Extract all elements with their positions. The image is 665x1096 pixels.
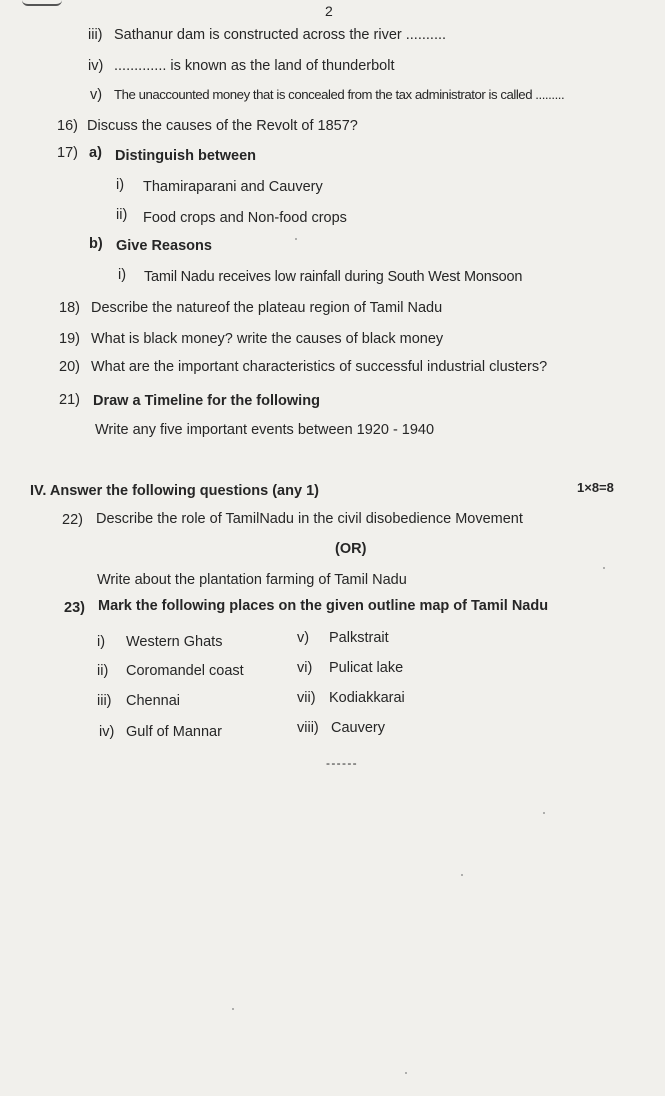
place-number: vii) xyxy=(297,690,316,706)
item-text: Tamil Nadu receives low rainfall during South West Monsoon xyxy=(144,269,523,285)
question-number: 23) xyxy=(64,600,85,616)
question-number: 19) xyxy=(59,331,80,347)
place-number: vi) xyxy=(297,660,313,676)
question-number: 18) xyxy=(59,300,80,316)
place-number: i) xyxy=(97,634,106,650)
question-title: Draw a Timeline for the following xyxy=(93,393,320,409)
place-name: Kodiakkarai xyxy=(329,690,405,706)
place-number: ii) xyxy=(97,663,109,679)
question-title: Mark the following places on the given outline map of Tamil Nadu xyxy=(98,598,549,614)
place-name: Pulicat lake xyxy=(329,660,404,676)
place-name: Palkstrait xyxy=(329,630,389,646)
place-name: Cauvery xyxy=(331,720,385,736)
top-edge-scratch xyxy=(22,0,62,6)
fill-up-text: Sathanur dam is constructed across the river .......... xyxy=(114,27,447,43)
or-separator: (OR) xyxy=(335,541,367,557)
question-number: 17) xyxy=(57,145,78,161)
question-text: Discuss the causes of the Revolt of 1857? xyxy=(87,118,358,134)
place-name: Gulf of Mannar xyxy=(126,724,222,740)
section-marks: 1×8=8 xyxy=(577,480,614,495)
question-number: 22) xyxy=(62,512,83,528)
place-name: Coromandel coast xyxy=(126,663,244,679)
question-text: Write any five important events between 1920 - 1940 xyxy=(95,422,435,438)
question-alternative-text: Write about the plantation farming of Tamil Nadu xyxy=(97,572,407,588)
question-text: Describe the natureof the plateau region of Tamil Nadu xyxy=(91,300,443,316)
place-name: Chennai xyxy=(126,693,181,709)
item-number: ii) xyxy=(116,207,128,223)
item-text: Thamiraparani and Cauvery xyxy=(143,179,323,195)
sub-question-title: Distinguish between xyxy=(115,148,256,164)
question-number: 21) xyxy=(59,392,80,408)
place-number: iii) xyxy=(97,693,112,709)
fill-up-text: ............. is known as the land of thunderbolt xyxy=(114,58,395,74)
scan-speck xyxy=(603,567,605,569)
sub-question-label: b) xyxy=(89,236,103,252)
fill-up-text: The unaccounted money that is concealed from the tax administrator is called ......... xyxy=(114,87,565,102)
scan-speck xyxy=(295,238,297,240)
fill-up-number: v) xyxy=(90,87,103,103)
item-number: i) xyxy=(116,177,125,193)
item-text: Food crops and Non-food crops xyxy=(143,210,347,226)
fill-up-number: iv) xyxy=(88,58,104,74)
place-number: v) xyxy=(297,630,310,646)
place-name: Western Ghats xyxy=(126,634,223,650)
page-number: 2 xyxy=(325,3,333,19)
sub-question-title: Give Reasons xyxy=(116,238,212,254)
place-number: viii) xyxy=(297,720,319,736)
item-number: i) xyxy=(118,267,127,283)
question-number: 16) xyxy=(57,118,78,134)
question-text: Describe the role of TamilNadu in the civil disobedience Movement xyxy=(96,511,523,527)
scan-speck xyxy=(405,1072,407,1074)
end-of-paper-mark: - - - - - - xyxy=(326,756,356,770)
scan-speck xyxy=(543,812,545,814)
scan-speck xyxy=(232,1008,234,1010)
question-text: What are the important characteristics of successful industrial clusters? xyxy=(91,359,548,375)
scan-speck xyxy=(461,874,463,876)
section-heading: IV. Answer the following questions (any 1) xyxy=(30,483,319,499)
question-number: 20) xyxy=(59,359,80,375)
question-text: What is black money? write the causes of black money xyxy=(91,331,444,347)
sub-question-label: a) xyxy=(89,145,102,161)
fill-up-number: iii) xyxy=(88,27,103,43)
place-number: iv) xyxy=(99,724,115,740)
